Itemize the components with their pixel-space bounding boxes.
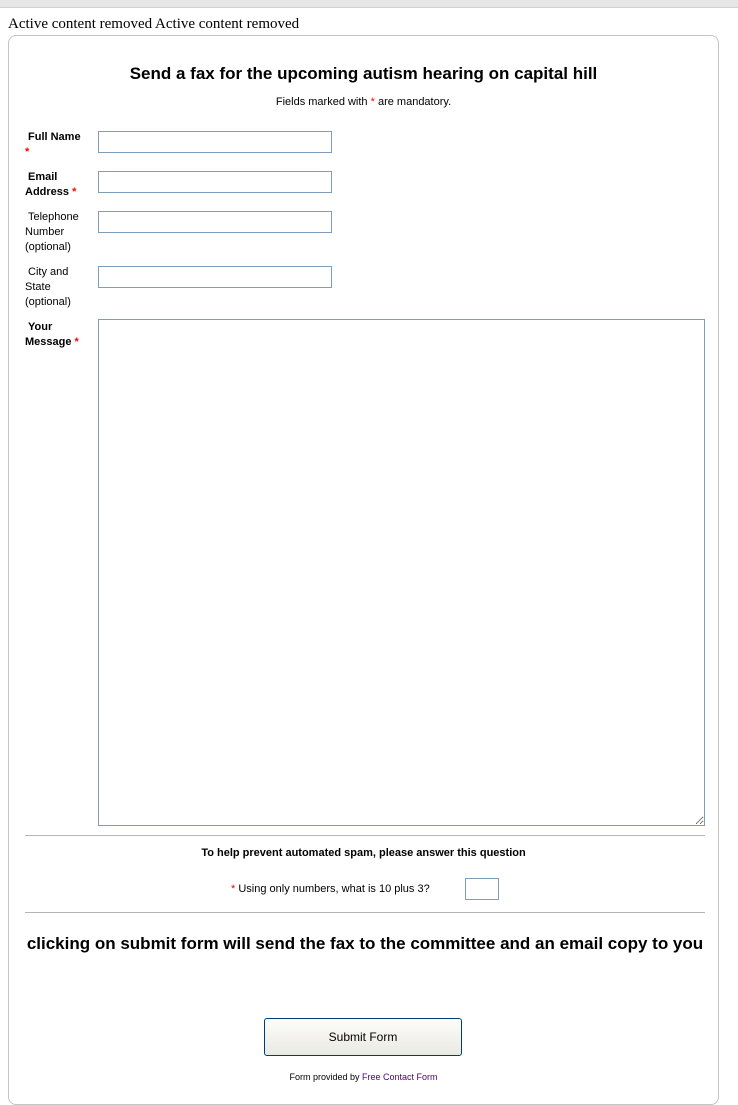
city-state-input[interactable] (98, 266, 332, 288)
email-label: Email Address * (25, 171, 77, 198)
mandatory-note-suffix: are mandatory. (374, 96, 452, 108)
submit-notice: clicking on submit form will send the fax to the committee and an email copy to you (26, 934, 704, 953)
mandatory-note-prefix: Fields marked with (275, 96, 371, 108)
spam-question-text: Using only numbers, what is 10 plus 3? (238, 883, 430, 895)
email-input[interactable] (98, 171, 332, 193)
submit-form-button[interactable]: Submit Form (264, 1018, 462, 1056)
divider (25, 912, 705, 913)
form-title: Send a fax for the upcoming autism hearing on capital hill (129, 64, 598, 83)
spam-heading: To help prevent automated spam, please answer this question (201, 847, 526, 859)
message-textarea[interactable] (98, 319, 705, 826)
required-asterisk: * (25, 146, 30, 158)
contact-form-card (8, 35, 719, 1105)
free-contact-form-link[interactable]: Free Contact Form (362, 1072, 438, 1082)
required-asterisk: * (370, 96, 375, 108)
telephone-input[interactable] (98, 211, 332, 233)
active-content-notice: Active content removed Active content removed (8, 16, 300, 32)
telephone-label: Telephone Number (optional) (25, 211, 79, 253)
required-asterisk: * (72, 186, 77, 198)
browser-top-strip (0, 0, 738, 8)
footer-prefix: Form provided by (289, 1072, 362, 1082)
spam-question (231, 883, 430, 895)
spam-answer-input[interactable] (465, 878, 499, 900)
mandatory-note (9, 96, 718, 108)
full-name-label: Full Name * (25, 131, 81, 158)
message-label: Your Message * (25, 321, 79, 348)
required-asterisk: * (74, 336, 79, 348)
form-footer (9, 1072, 718, 1082)
full-name-input[interactable] (98, 131, 332, 153)
divider (25, 835, 705, 836)
city-state-label: City and State (optional) (25, 266, 71, 308)
required-asterisk: * (231, 883, 236, 895)
